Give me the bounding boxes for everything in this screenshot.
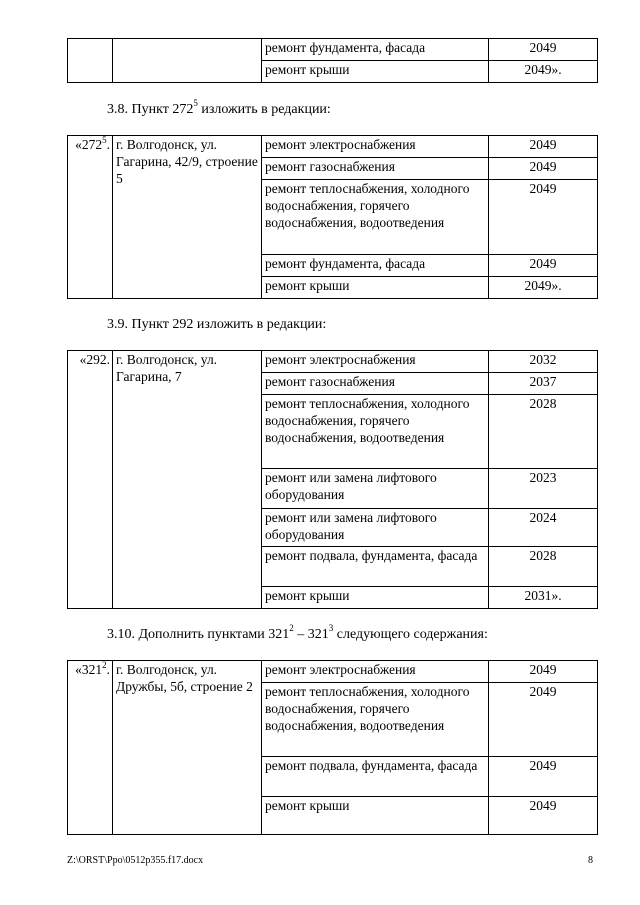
year-cell: 2049 [489, 180, 598, 255]
work-cell: ремонт крыши [262, 61, 489, 83]
table-item-292 [67, 350, 598, 609]
footer-file-path: Z:\ORST\Ppo\0512p355.f17.docx [67, 855, 204, 866]
year-cell: 2031». [489, 587, 598, 609]
table-item-272 [67, 135, 598, 299]
work-cell: ремонт теплоснабжения, холодного водоснабжения, горячего водоснабжения, водоотведения [262, 395, 489, 469]
item-number-cell: «$272^5$. [68, 136, 113, 299]
table-row [68, 136, 598, 158]
work-cell: ремонт крыши [262, 277, 489, 299]
address-cell: г. Волгодонск, ул. Гагарина, 42/9, строение 5 [113, 136, 262, 299]
item-number-cell: «292. [68, 351, 113, 609]
year-cell: 2037 [489, 373, 598, 395]
work-cell: ремонт теплоснабжения, холодного водоснабжения, горячего водоснабжения, водоотведения [262, 683, 489, 757]
table-row [68, 661, 598, 683]
year-cell: 2049 [489, 255, 598, 277]
paragraph-3-9: 3.9. Пункт 292 изложить в редакции: [107, 317, 327, 332]
year-cell: 2023 [489, 469, 598, 509]
year-cell: 2049 [489, 797, 598, 835]
work-cell: ремонт подвала, фундамента, фасада [262, 757, 489, 797]
work-cell: ремонт фундамента, фасада [262, 255, 489, 277]
work-cell: ремонт или замена лифтового оборудования [262, 509, 489, 547]
address-cell: г. Волгодонск, ул. Дружбы, 5б, строение 2 [113, 661, 262, 835]
year-cell: 2049». [489, 277, 598, 299]
work-cell: ремонт крыши [262, 587, 489, 609]
item-number-cell [68, 39, 113, 83]
table-continuation [67, 38, 598, 83]
table-row [68, 39, 598, 61]
year-cell: 2049». [489, 61, 598, 83]
year-cell: 2049 [489, 136, 598, 158]
year-cell: 2032 [489, 351, 598, 373]
paragraph-3-8: 3.8. Пункт $272^5$ изложить в редакции: [107, 98, 331, 117]
work-cell: ремонт электроснабжения [262, 351, 489, 373]
work-cell: ремонт электроснабжения [262, 661, 489, 683]
work-cell: ремонт или замена лифтового оборудования [262, 469, 489, 509]
work-cell: ремонт теплоснабжения, холодного водоснабжения, горячего водоснабжения, водоотведения [262, 180, 489, 255]
address-cell: г. Волгодонск, ул. Гагарина, 7 [113, 351, 262, 609]
table-item-321-2 [67, 660, 598, 835]
year-cell: 2049 [489, 39, 598, 61]
work-cell: ремонт газоснабжения [262, 158, 489, 180]
paragraph-3-10: 3.10. Дополнить пунктами $321^2 - 321^3$ следующего содержания: [107, 623, 488, 642]
year-cell: 2049 [489, 757, 598, 797]
year-cell: 2028 [489, 547, 598, 587]
work-cell: ремонт подвала, фундамента, фасада [262, 547, 489, 587]
year-cell: 2049 [489, 158, 598, 180]
year-cell: 2028 [489, 395, 598, 469]
work-cell: ремонт фундамента, фасада [262, 39, 489, 61]
work-cell: ремонт электроснабжения [262, 136, 489, 158]
year-cell: 2049 [489, 683, 598, 757]
table-row [68, 351, 598, 373]
address-cell [113, 39, 262, 83]
footer-page-number: 8 [588, 855, 593, 866]
work-cell: ремонт газоснабжения [262, 373, 489, 395]
item-number-cell: «$321^2$. [68, 661, 113, 835]
year-cell: 2049 [489, 661, 598, 683]
year-cell: 2024 [489, 509, 598, 547]
work-cell: ремонт крыши [262, 797, 489, 835]
